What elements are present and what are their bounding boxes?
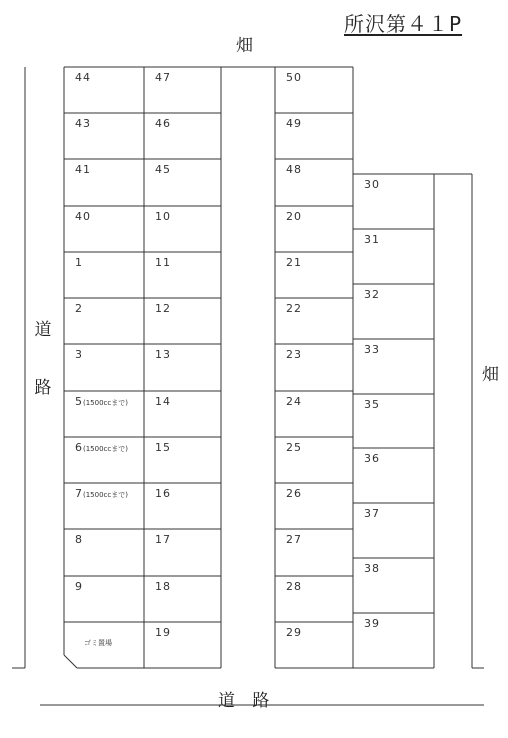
road-label-left-2: 路 bbox=[34, 378, 52, 398]
stall-number: 30 bbox=[364, 178, 380, 191]
stall-44 bbox=[64, 67, 144, 113]
stall-number: 40 bbox=[75, 209, 91, 223]
stall-50 bbox=[275, 67, 353, 113]
stall-22 bbox=[275, 298, 353, 344]
stall-18 bbox=[144, 576, 221, 622]
stall-39 bbox=[353, 613, 434, 668]
stall-number: 10 bbox=[155, 209, 171, 223]
stall-14 bbox=[144, 391, 221, 437]
stall-31 bbox=[353, 229, 434, 284]
stall-number: 37 bbox=[364, 507, 380, 521]
stall-number: 39 bbox=[364, 617, 380, 631]
stall-36 bbox=[353, 448, 434, 503]
stall-25 bbox=[275, 437, 353, 483]
stall-1 bbox=[64, 252, 144, 298]
field-label-top: 畑 bbox=[236, 36, 253, 56]
stall-15 bbox=[144, 437, 221, 483]
stall-37 bbox=[353, 503, 434, 558]
stall-23 bbox=[275, 344, 353, 390]
stall-32 bbox=[353, 284, 434, 339]
stall-8 bbox=[64, 529, 144, 575]
stall-26 bbox=[275, 483, 353, 529]
page-title: 所沢第４１P bbox=[344, 12, 463, 36]
stall-13 bbox=[144, 344, 221, 390]
stall-20 bbox=[275, 206, 353, 252]
road-label-left-1: 道 bbox=[34, 320, 52, 340]
stall-19 bbox=[144, 622, 221, 668]
stall-number: 24 bbox=[286, 394, 302, 408]
engine-size-note: (1500ccまで) bbox=[83, 444, 128, 453]
stall-number: 33 bbox=[364, 342, 380, 356]
stall-number: 41 bbox=[75, 163, 91, 177]
stall-41 bbox=[64, 159, 144, 205]
engine-size-note: (1500ccまで) bbox=[83, 398, 128, 407]
stall-33 bbox=[353, 339, 434, 394]
stall-number: 7(1500ccまで) bbox=[75, 487, 128, 501]
stall-number: 32 bbox=[364, 287, 380, 301]
stall-27 bbox=[275, 529, 353, 575]
stall-gomi bbox=[64, 622, 144, 668]
stall-11 bbox=[144, 252, 221, 298]
stall-number: 43 bbox=[75, 117, 91, 131]
stall-number: 35 bbox=[364, 397, 380, 411]
stall-number: 27 bbox=[286, 533, 302, 547]
stall-number: 12 bbox=[155, 302, 171, 316]
stall-number: 8 bbox=[75, 533, 83, 547]
stall-number: 13 bbox=[155, 348, 171, 362]
stall-48 bbox=[275, 159, 353, 205]
stall-number: 21 bbox=[286, 255, 302, 269]
stall-number: 11 bbox=[155, 255, 171, 269]
stall-5 bbox=[64, 391, 144, 437]
stall-number: 26 bbox=[286, 487, 302, 501]
stall-46 bbox=[144, 113, 221, 159]
stall-21 bbox=[275, 252, 353, 298]
stall-number: 18 bbox=[155, 579, 171, 593]
stall-number: 20 bbox=[286, 209, 302, 223]
stall-17 bbox=[144, 529, 221, 575]
stall-24 bbox=[275, 391, 353, 437]
stall-49 bbox=[275, 113, 353, 159]
stall-number: 36 bbox=[364, 452, 380, 466]
stall-number: 31 bbox=[364, 232, 380, 246]
stall-number: 44 bbox=[75, 71, 91, 84]
stall-9 bbox=[64, 576, 144, 622]
stall-6 bbox=[64, 437, 144, 483]
stall-2 bbox=[64, 298, 144, 344]
stall-number: 46 bbox=[155, 117, 171, 131]
stall-number: 9 bbox=[75, 579, 83, 593]
stall-7 bbox=[64, 483, 144, 529]
stall-number: 14 bbox=[155, 394, 171, 408]
stall-number: 3 bbox=[75, 348, 83, 362]
stall-16 bbox=[144, 483, 221, 529]
stall-47 bbox=[144, 67, 221, 113]
stall-number: 2 bbox=[75, 302, 83, 316]
stall-number: 23 bbox=[286, 348, 302, 362]
stall-number: 50 bbox=[286, 71, 302, 84]
stall-number: 45 bbox=[155, 163, 171, 177]
stall-38 bbox=[353, 558, 434, 613]
stall-40 bbox=[64, 206, 144, 252]
stall-number: 48 bbox=[286, 163, 302, 177]
engine-size-note: (1500ccまで) bbox=[83, 491, 128, 500]
stall-number: 22 bbox=[286, 302, 302, 316]
field-label-right: 畑 bbox=[482, 365, 499, 385]
stall-30 bbox=[353, 174, 434, 229]
stall-12 bbox=[144, 298, 221, 344]
stall-number: 29 bbox=[286, 625, 302, 639]
stall-number: 17 bbox=[155, 533, 171, 547]
road-label-bottom: 道 路 bbox=[218, 691, 276, 711]
garbage-area-label: ゴミ置場 bbox=[84, 638, 112, 647]
stall-number: 38 bbox=[364, 562, 380, 576]
stall-number: 47 bbox=[155, 71, 171, 84]
stall-28 bbox=[275, 576, 353, 622]
stall-number: 6(1500ccまで) bbox=[75, 440, 128, 454]
stall-45 bbox=[144, 159, 221, 205]
stall-number: 25 bbox=[286, 440, 302, 454]
stall-43 bbox=[64, 113, 144, 159]
stall-number: 15 bbox=[155, 440, 171, 454]
stall-number: 16 bbox=[155, 487, 171, 501]
stall-29 bbox=[275, 622, 353, 668]
stall-number: 19 bbox=[155, 625, 171, 639]
stall-3 bbox=[64, 344, 144, 390]
stall-35 bbox=[353, 394, 434, 449]
stall-number: 1 bbox=[75, 255, 83, 269]
stall-10 bbox=[144, 206, 221, 252]
stall-number: 28 bbox=[286, 579, 302, 593]
stall-number: 5(1500ccまで) bbox=[75, 394, 128, 408]
stall-number: 49 bbox=[286, 117, 302, 131]
